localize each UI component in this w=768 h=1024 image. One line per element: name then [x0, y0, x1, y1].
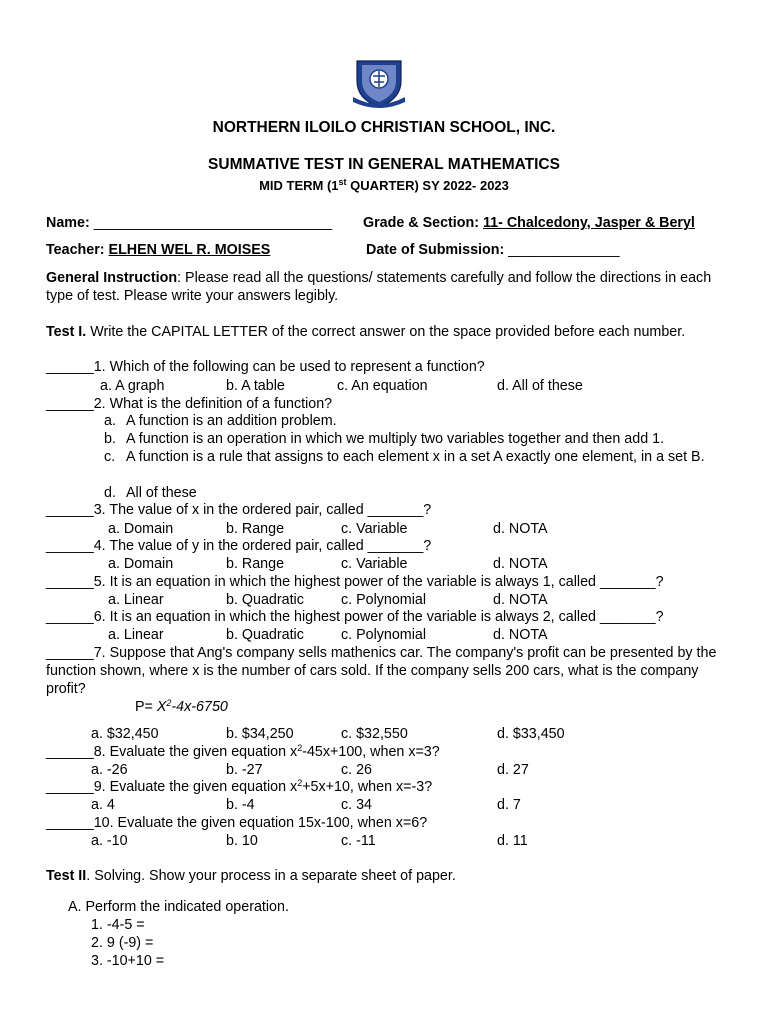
q2-letter-a: a. — [104, 413, 116, 429]
test-title: SUMMATIVE TEST IN GENERAL MATHEMATICS — [208, 156, 560, 173]
q10-option-a: a. -10 — [91, 833, 128, 849]
q7-formula: $P= X^2-4x-6750$ — [135, 698, 228, 715]
q10-option-d: d. 11 — [497, 833, 528, 849]
question-4: ______4. The value of y in the ordered pair, called _______? — [46, 538, 432, 554]
q5-option-c: c. Polynomial — [341, 592, 427, 608]
q6-option-d: d. NOTA — [493, 627, 548, 643]
test2-item-2: 2. 9 (-9) = — [91, 935, 154, 951]
q5-option-b: b. Quadratic — [226, 592, 304, 608]
test2-part-a: A. Perform the indicated operation. — [68, 899, 289, 915]
general-instruction: General Instruction: Please read all the questions/ statements carefully and follow the directions in each type of test. Please write your answers legibly. — [46, 270, 712, 304]
q4-option-d: d. NOTA — [493, 556, 548, 572]
q10-option-b: b. 10 — [226, 833, 258, 849]
date-blank[interactable]: ______________ — [508, 242, 620, 258]
question-10: ______10. Evaluate the given equation 15x-100, when x=6? — [46, 815, 428, 831]
q2-letter-c: c. — [104, 449, 116, 465]
q4-option-a: a. Domain — [108, 556, 174, 572]
test2-heading: Test II. Solving. Show your process in a separate sheet of paper. — [46, 868, 456, 884]
q6-option-a: a. Linear — [108, 627, 164, 643]
name-blank[interactable]: ______________________________ — [93, 215, 333, 231]
q1-option-b: b. A table — [226, 378, 285, 394]
q7-option-c: c. $32,550 — [341, 726, 408, 742]
q6-option-c: c. Polynomial — [341, 627, 427, 643]
q4-option-c: c. Variable — [341, 556, 408, 572]
q2-letter-d: d. — [104, 485, 116, 501]
q6-option-b: b. Quadratic — [226, 627, 304, 643]
q1-option-d: d. All of these — [497, 378, 583, 394]
q3-option-a: a. Domain — [108, 521, 174, 537]
q9-option-a: a. 4 — [91, 797, 115, 813]
q8-option-d: d. 27 — [497, 762, 529, 778]
q5-option-d: d. NOTA — [493, 592, 548, 608]
q3-option-d: d. NOTA — [493, 521, 548, 537]
question-2: ______2. What is the definition of a function? — [46, 396, 333, 412]
date-line: Date of Submission: ______________ — [366, 242, 620, 258]
q3-option-b: b. Range — [226, 521, 285, 537]
q3-option-c: c. Variable — [341, 521, 408, 537]
test1-heading: Test I. Write the CAPITAL LETTER of the correct answer on the space provided before each number. — [46, 324, 686, 340]
q10-option-c: c. -11 — [341, 833, 376, 849]
q8-option-b: b. -27 — [226, 762, 263, 778]
test2-item-1: 1. -4-5 = — [91, 917, 145, 933]
q1-option-a: a. A graph — [100, 378, 165, 394]
q9-option-c: c. 34 — [341, 797, 372, 813]
question-7: ______7. Suppose that Ang's company sells mathenics car. The company's profit can be presented by the function shown, where x is the number of cars sold. If the company sells 200 cars, what is the company profit? — [46, 645, 717, 697]
q2-option-c: A function is a rule that assigns to each element x in a set A exactly one element, in a set B. — [126, 449, 705, 465]
q9-option-b: b. -4 — [226, 797, 255, 813]
question-5: ______5. It is an equation in which the highest power of the variable is always 1, called _______? — [46, 574, 664, 590]
q1-option-c: c. An equation — [337, 378, 428, 394]
q5-option-a: a. Linear — [108, 592, 164, 608]
question-1: ______1. Which of the following can be used to represent a function? — [46, 359, 485, 375]
term-line: MID TERM (1st QUARTER) SY 2022- 2023 — [259, 177, 509, 193]
question-3: ______3. The value of x in the ordered pair, called _______? — [46, 502, 432, 518]
q8-option-c: c. 26 — [341, 762, 372, 778]
name-line: Name: ______________________________ — [46, 215, 333, 231]
teacher-line: Teacher: ELHEN WEL R. MOISES — [46, 242, 271, 258]
school-name: NORTHERN ILOILO CHRISTIAN SCHOOL, INC. — [212, 119, 556, 136]
q9-option-d: d. 7 — [497, 797, 521, 813]
question-8: ______8. Evaluate the given equation $x^2-45x+100$, when x=3? — [46, 743, 440, 760]
q8-option-a: a. -26 — [91, 762, 128, 778]
q4-option-b: b. Range — [226, 556, 285, 572]
question-9: ______9. Evaluate the given equation $x^2+5x+10$, when x=-3? — [46, 778, 433, 795]
test2-item-3: 3. -10+10 = — [91, 953, 165, 969]
grade-section: Grade & Section: 11- Chalcedony, Jasper & Beryl — [363, 215, 695, 231]
q7-option-b: b. $34,250 — [226, 726, 294, 742]
q2-option-d: All of these — [126, 485, 197, 501]
q2-letter-b: b. — [104, 431, 116, 447]
q2-option-b: A function is an operation in which we multiply two variables together and then add 1. — [126, 431, 665, 447]
q2-option-a: A function is an addition problem. — [126, 413, 337, 429]
question-6: ______6. It is an equation in which the highest power of the variable is always 2, called _______? — [46, 609, 664, 625]
q7-option-d: d. $33,450 — [497, 726, 565, 742]
q7-option-a: a. $32,450 — [91, 726, 159, 742]
school-crest-icon — [351, 57, 407, 109]
